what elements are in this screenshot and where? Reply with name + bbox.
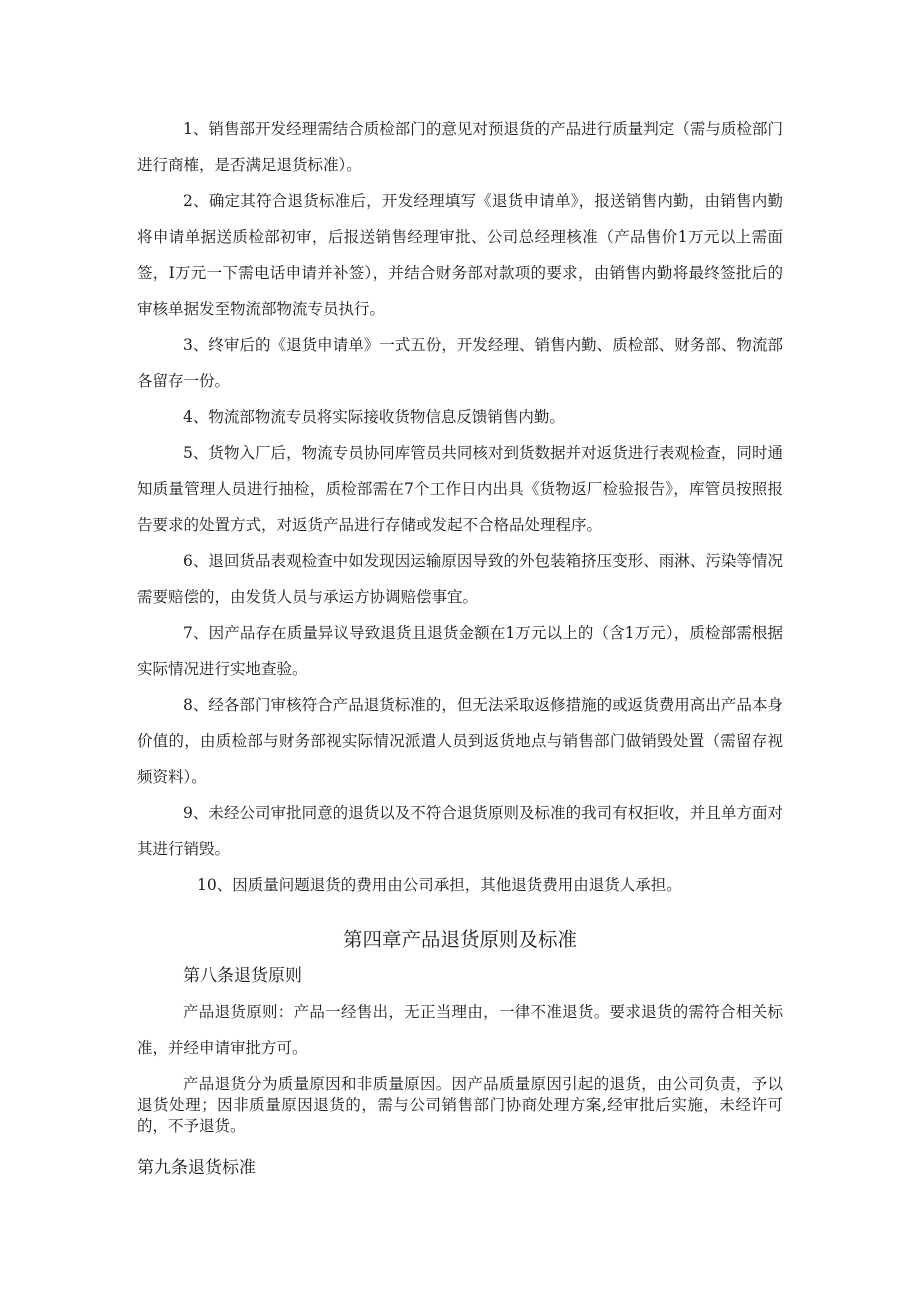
procedure-item-1: 1、销售部开发经理需结合质检部门的意见对预退货的产品进行质量判定（需与质检部门进行商榷，是否满足退货标准）。	[137, 120, 783, 174]
procedure-item-8: 8、经各部门审核符合产品退货标准的，但无法采取返修措施的或返货费用高出产品本身价值的，由质检部与财务部视实际情况派遣人员到返货地点与销售部门做销毁处置（需留存视频资料）。	[137, 696, 783, 786]
procedure-item-4: 4、物流部物流专员将实际接收货物信息反馈销售内勤。	[183, 408, 565, 426]
article-9-title: 第九条退货标准	[137, 1158, 256, 1178]
procedure-item-3: 3、终审后的《退货申请单》一式五份，开发经理、销售内勤、质检部、财务部、物流部各留存一份。	[137, 336, 783, 390]
chapter-title: 第四章产品退货原则及标准	[342, 928, 577, 951]
procedure-item-9: 9、未经公司审批同意的退货以及不符合退货原则及标准的我司有权拒收，并且单方面对其进行销毁。	[137, 804, 783, 858]
article-8-classification: 产品退货分为质量原因和非质量原因。因产品质量原因引起的退货，由公司负责，予以退货处理；因非质量原因退货的，需与公司销售部门协商处理方案,经审批后实施，未经许可的，不予退货。	[137, 1075, 783, 1135]
article-8-principle: 产品退货原则：产品一经售出，无正当理由，一律不准退货。要求退货的需符合相关标准，并经申请审批方可。	[137, 1003, 783, 1057]
procedure-item-5: 5、货物入厂后，物流专员协同库管员共同核对到货数据并对返货进行表观检查，同时通知质量管理人员进行抽检，质检部需在7个工作日内出具《货物返厂检验报告》，库管员按照报告要求的处置方式，对返货产品进行存储或发起不合格品处理程序。	[137, 444, 783, 534]
procedure-item-7: 7、因产品存在质量异议导致退货且退货金额在1万元以上的（含1万元），质检部需根据实际情况进行实地查验。	[137, 624, 783, 678]
procedure-item-10: 10、因质量问题退货的费用由公司承担，其他退货费用由退货人承担。	[197, 876, 682, 894]
procedure-item-2: 2、确定其符合退货标准后，开发经理填写《退货申请单》，报送销售内勤，由销售内勤将申请单据送质检部初审，后报送销售经理审批、公司总经理核准（产品售价1万元以上需面签，I万元一下需电话申请并补签），并结合财务部对款项的要求，由销售内勤将最终签批后的审核单据发至物流部物流专员执行。	[137, 192, 783, 318]
article-8-title: 第八条退货原则	[183, 966, 302, 986]
procedure-item-6: 6、退回货品表观检查中如发现因运输原因导致的外包装箱挤压变形、雨淋、污染等情况需要赔偿的，由发货人员与承运方协调赔偿事宜。	[137, 552, 783, 606]
